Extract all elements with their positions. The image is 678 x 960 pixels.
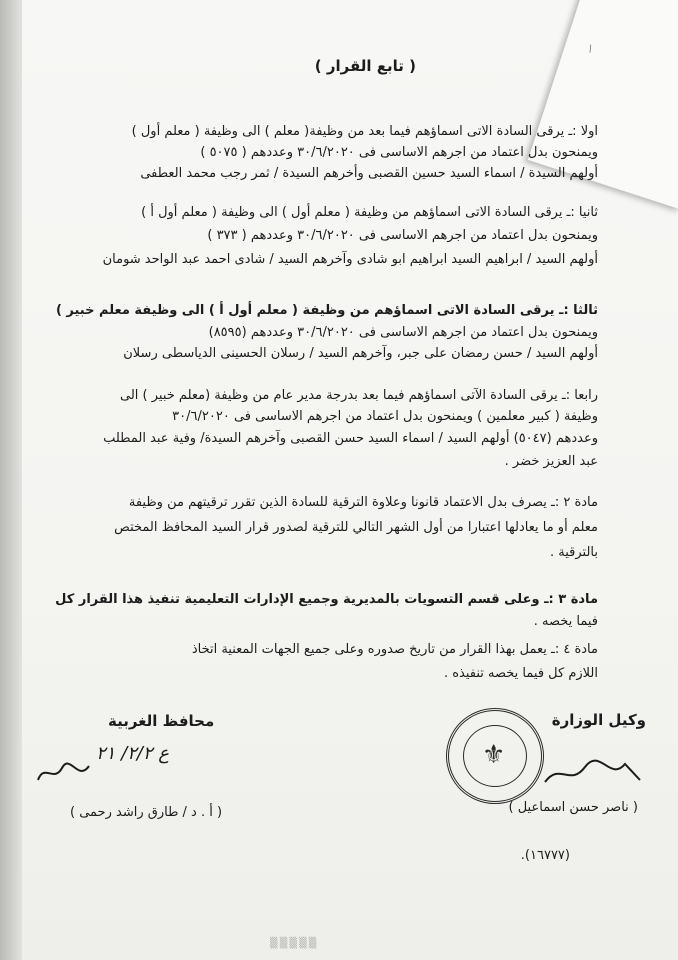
left-signatory-title: محافظ الغربية	[108, 712, 215, 730]
article2-line-1: مادة ٢ :ـ يصرف بدل الاعتماد قانونا وعلاوة الترقية للسادة الذين تقرر ترقيتهم من وظيفة	[128, 495, 598, 510]
first-line-3: أولهم السيدة / اسماء السيد حسين القصبى وأخرهم السيدة / ثمر رجب محمد العطفى	[140, 166, 598, 181]
right-reference-number: (١٦٧٧٧).	[520, 848, 570, 863]
third-line-3: أولهم السيد / حسن رمضان على جبر، وآخرهم السيد / رسلان الحسينى الدياسطى رسلان	[123, 346, 598, 361]
first-line-2: ويمنحون بدل اعتماد من اجرهم الاساسى فى ٣٠/٦/٢٠٢٠ وعددهم ( ٥٠٧٥ )	[200, 145, 598, 160]
left-signature	[34, 758, 94, 788]
official-seal	[446, 708, 544, 804]
second-line-1: ثانيا :ـ يرقى السادة الاتى اسماؤهم من وظيفة ( معلم أول ) الى وظيفة ( معلم أول أ )	[141, 205, 598, 220]
eagle-emblem-icon: ⚜	[482, 740, 506, 770]
faint-page-mark: ▒▒▒▒▒	[270, 938, 319, 949]
third-line-1: ثالثا :ـ يرقى السادة الاتى اسماؤهم من وظيفة ( معلم أول أ ) الى وظيفة معلم خبير )	[55, 303, 598, 318]
article2-line-2: معلم أو ما يعادلها اعتبارا من أول الشهر التالي للترقية لصدور قرار السيد المحافظ المختص	[114, 520, 598, 535]
second-line-3: أولهم السيد / ابراهيم السيد ابراهيم ابو شادى وآخرهم السيد / شادى احمد عبد الواحد شومان	[102, 252, 598, 267]
fourth-line-4: عبد العزيز خضر .	[504, 454, 598, 469]
folded-corner-text: —	[584, 43, 596, 54]
document-title: ( تابع القرار )	[314, 57, 416, 75]
scan-shadow-edge	[0, 0, 22, 960]
fourth-line-1: رابعا :ـ يرقى السادة الآتى اسماؤهم فيما بعد بدرجة مدير عام من وظيفة (معلم خبير ) الى	[119, 388, 598, 403]
article4-line-2: اللازم كل فيما يخصه تنفيذه .	[443, 666, 598, 681]
seal-inner-ring	[463, 725, 527, 787]
right-signatory-title: وكيل الوزارة	[551, 711, 646, 729]
first-line-1: اولا :ـ يرقى السادة الاتى اسماؤهم فيما بعد من وظيفة( معلم ) الى وظيفة ( معلم أول )	[131, 124, 598, 139]
fourth-line-3: وعددهم (٥٠٤٧) أولهم السيد / اسماء السيد حسن القصبى وآخرهم السيدة/ وفية عبد المطلب	[103, 431, 598, 446]
third-line-2: ويمنحون بدل اعتماد من اجرهم الاساسى فى ٣٠/٦/٢٠٢٠ وعددهم (٨٥٩٥)	[208, 325, 598, 340]
article4-line-1: مادة ٤ :ـ يعمل بهذا القرار من تاريخ صدوره وعلى جميع الجهات المعنية اتخاذ	[191, 642, 598, 657]
fourth-line-2: وظيفة ( كبير معلمين ) ويمنحون بدل اعتماد من اجرهم الاساسى فى ٣٠/٦/٢٠٢٠	[172, 409, 598, 424]
article3-line-2: فيما يخصه .	[533, 614, 598, 629]
left-handwritten-date: ع ٢/٢/ ٢١	[96, 743, 170, 764]
left-signatory-name: ( أ . د / طارق راشد رحمى )	[70, 805, 223, 820]
right-signatory-name: ( ناصر حسن اسماعيل )	[508, 800, 638, 815]
right-signature	[540, 752, 650, 792]
article2-line-3: بالترقية .	[549, 545, 598, 560]
article3-line-1: مادة ٣ :ـ وعلى قسم التسويات بالمديرية وجميع الإدارات التعليمية تنفيذ هذا القرار كل	[55, 592, 598, 607]
second-line-2: ويمنحون بدل اعتماد من اجرهم الاساسى فى ٣٠/٦/٢٠٢٠ وعددهم ( ٣٧٣ )	[207, 228, 598, 243]
